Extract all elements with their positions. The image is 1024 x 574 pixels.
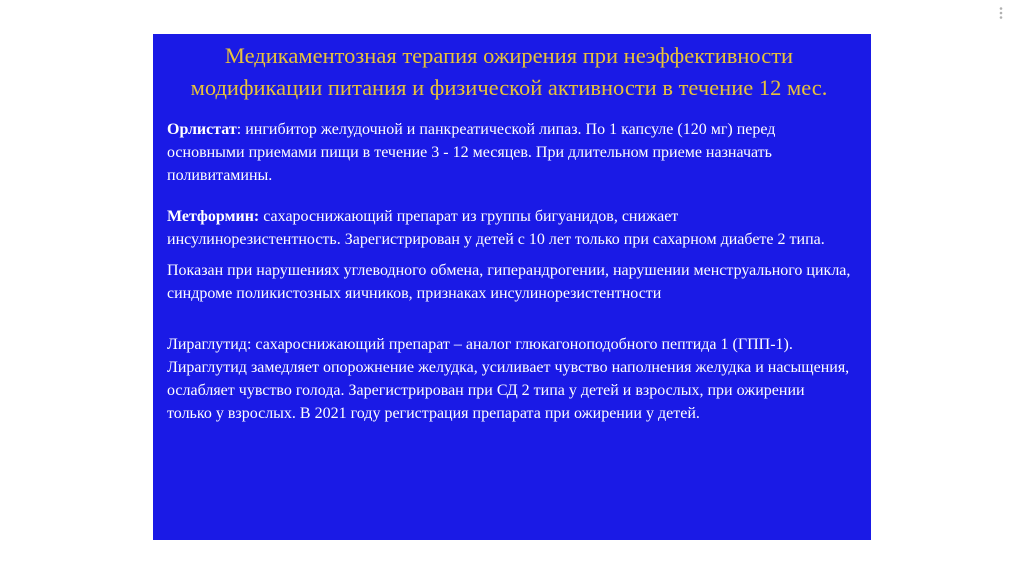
orlistat-term: Орлистат bbox=[167, 121, 237, 138]
metformin-text: сахароснижающий препарат из группы бигуанидов, снижает инсулинорезистентность. Зарегистрирован у детей с 10 лет только при сахарном диабете 2 типа. bbox=[167, 208, 825, 248]
orlistat-paragraph bbox=[167, 118, 851, 187]
title-line-2: модификации питания и физической активности в течение 12 мес. bbox=[190, 75, 828, 100]
indications-paragraph: Показан при нарушениях углеводного обмена, гиперандрогении, нарушении менструального цикла, синдроме поликистозных яичников, признаках инсулинорезистентности bbox=[167, 262, 851, 302]
slide-title bbox=[167, 40, 851, 104]
ellipsis-icon[interactable] bbox=[994, 6, 1008, 20]
slide bbox=[153, 34, 871, 540]
title-line-1: Медикаментозная терапия ожирения при неэффективности bbox=[224, 43, 794, 68]
metformin-term: Метформин: bbox=[167, 208, 260, 225]
orlistat-text: : ингибитор желудочной и панкреатической липаз. По 1 капсуле (120 мг) перед основными приемами пищи в течение 3 - 12 месяцев. При длительном приеме назначать поливитамины. bbox=[167, 121, 776, 184]
liraglutide-paragraph: Лираглутид: сахароснижающий препарат – аналог глюкагоноподобного пептида 1 (ГПП-1). Лираглутид замедляет опорожнение желудка, усиливает чувство наполнения желудка и насыщения, ослабляет чувство голода. Зарегистрирован при СД 2 типа у детей и взрослых, при ожирении только у взрослых. В 2021 году регистрация препарата при ожирении у детей. bbox=[167, 336, 850, 422]
metformin-paragraph bbox=[167, 205, 851, 251]
